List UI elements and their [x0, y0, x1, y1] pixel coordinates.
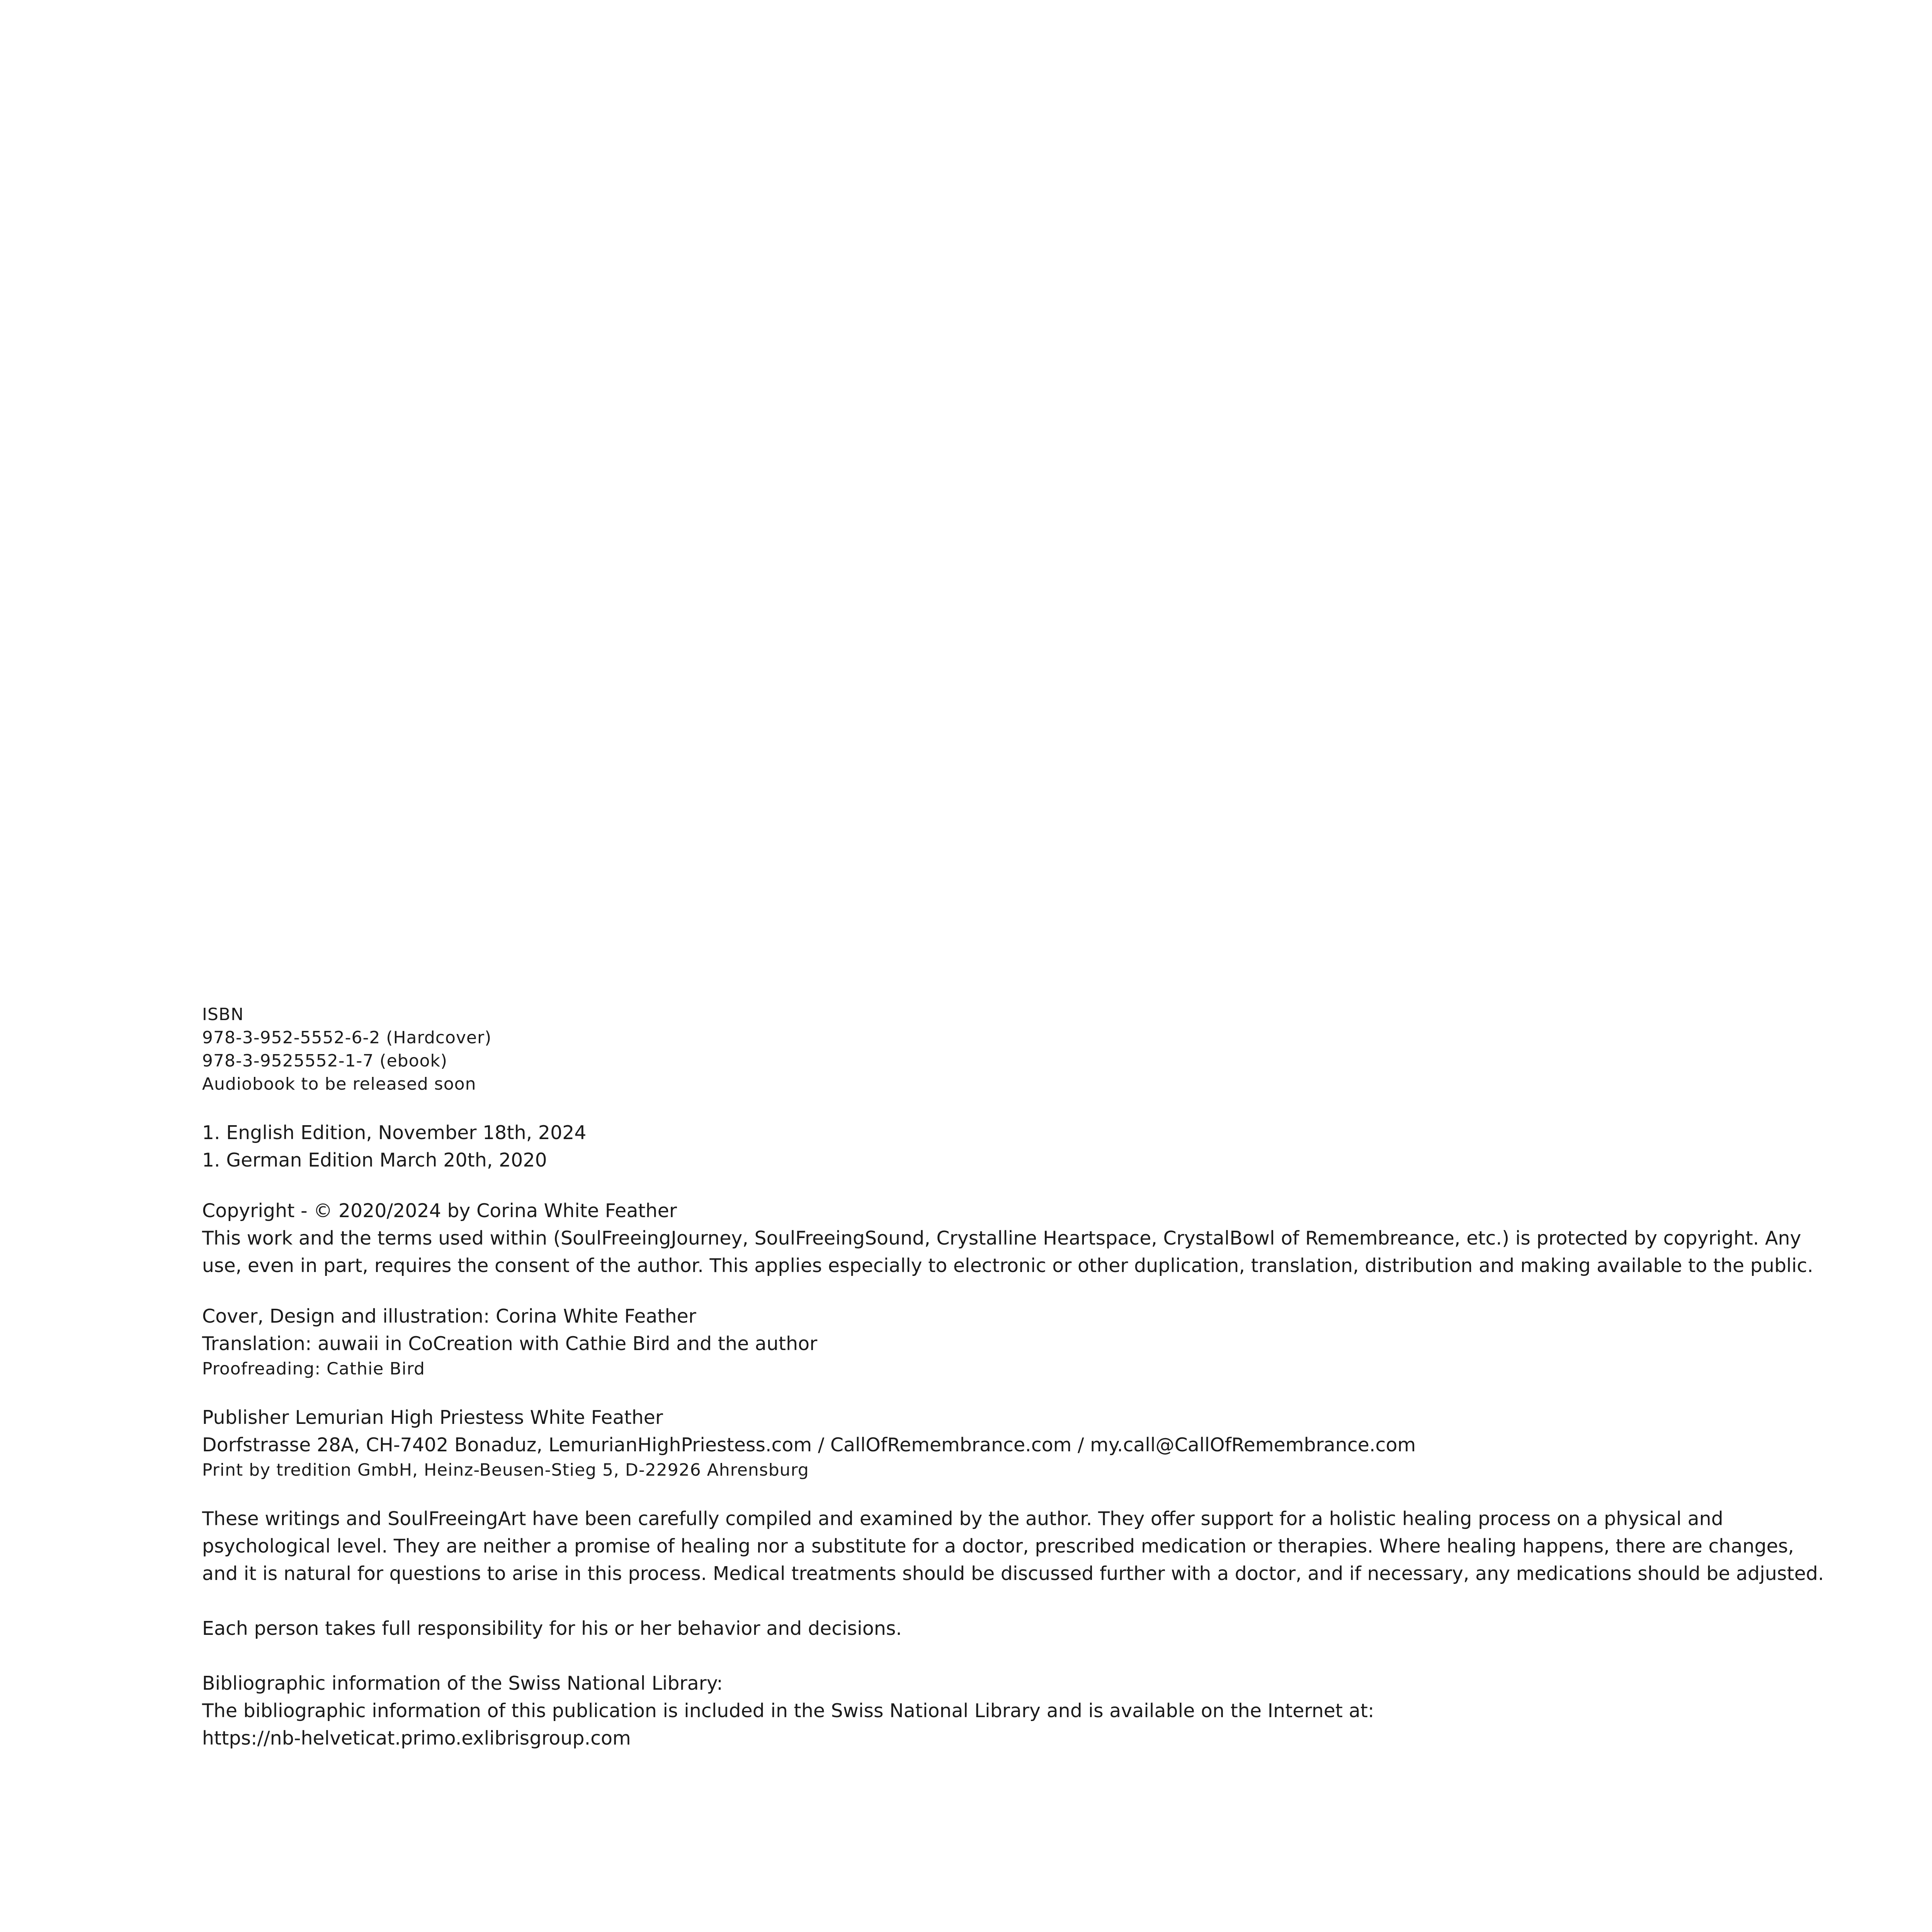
spacer	[202, 1279, 1825, 1303]
cover-credit: Cover, Design and illustration: Corina White Feather	[202, 1305, 696, 1327]
spacer	[202, 1381, 1825, 1404]
spacer	[202, 1642, 1825, 1670]
publisher-name: Publisher Lemurian High Priestess White Feather	[202, 1406, 663, 1429]
publisher-address: Dorfstrasse 28A, CH-7402 Bonaduz, LemurianHighPriestess.com / CallOfRemembrance.com / my.call@CallOfRemembrance.com	[202, 1434, 1416, 1456]
translation-credit: Translation: auwaii in CoCreation with Cathie Bird and the author	[202, 1333, 818, 1355]
bibliographic-heading: Bibliographic information of the Swiss National Library:	[202, 1672, 723, 1694]
english-edition: 1. English Edition, November 18th, 2024	[202, 1122, 587, 1144]
bibliographic-text: The bibliographic information of this publication is included in the Swiss National Library and is available on the Internet at:	[202, 1700, 1374, 1722]
audiobook-note: Audiobook to be released soon	[202, 1074, 476, 1094]
isbn-heading: ISBN	[202, 1005, 244, 1024]
responsibility-note: Each person takes full responsibility for his or her behavior and decisions.	[202, 1617, 902, 1639]
disclaimer-text: These writings and SoulFreeingArt have been carefully compiled and examined by the author. They offer support for a holistic healing process on a physical and psychological level. They are neither a promise of healing nor a substitute for a doctor, prescribed medication or therapies. Where healing happens, there are changes, and it is natural for questions to arise in this process. Medical treatments should be discussed further with a doctor, and if necessary, any medications should be adjusted.	[202, 1508, 1824, 1585]
spacer	[202, 1174, 1825, 1197]
spacer	[202, 1587, 1825, 1615]
spacer	[202, 1096, 1825, 1119]
copyright-notice: This work and the terms used within (SoulFreeingJourney, SoulFreeingSound, Crystalline Heartspace, CrystalBowl of Remembreance, etc.) is protected by copyright. Any use, even in part, requires the consent of the author. This applies especially to electronic or other duplication, translation, distribution and making available to the public.	[202, 1227, 1813, 1277]
print-info: Print by tredition GmbH, Heinz-Beusen-Stieg 5, D-22926 Ahrensburg	[202, 1460, 809, 1480]
german-edition: 1. German Edition March 20th, 2020	[202, 1149, 547, 1171]
isbn-ebook: 978-3-9525552-1-7 (ebook)	[202, 1051, 448, 1071]
spacer	[202, 1482, 1825, 1505]
library-url: https://nb-helveticat.primo.exlibrisgroup.com	[202, 1727, 631, 1749]
copyright-line: Copyright - © 2020/2024 by Corina White Feather	[202, 1200, 677, 1222]
proofreading-credit: Proofreading: Cathie Bird	[202, 1359, 425, 1379]
imprint-block	[202, 1003, 1825, 1752]
isbn-hardcover: 978-3-952-5552-6-2 (Hardcover)	[202, 1028, 492, 1048]
